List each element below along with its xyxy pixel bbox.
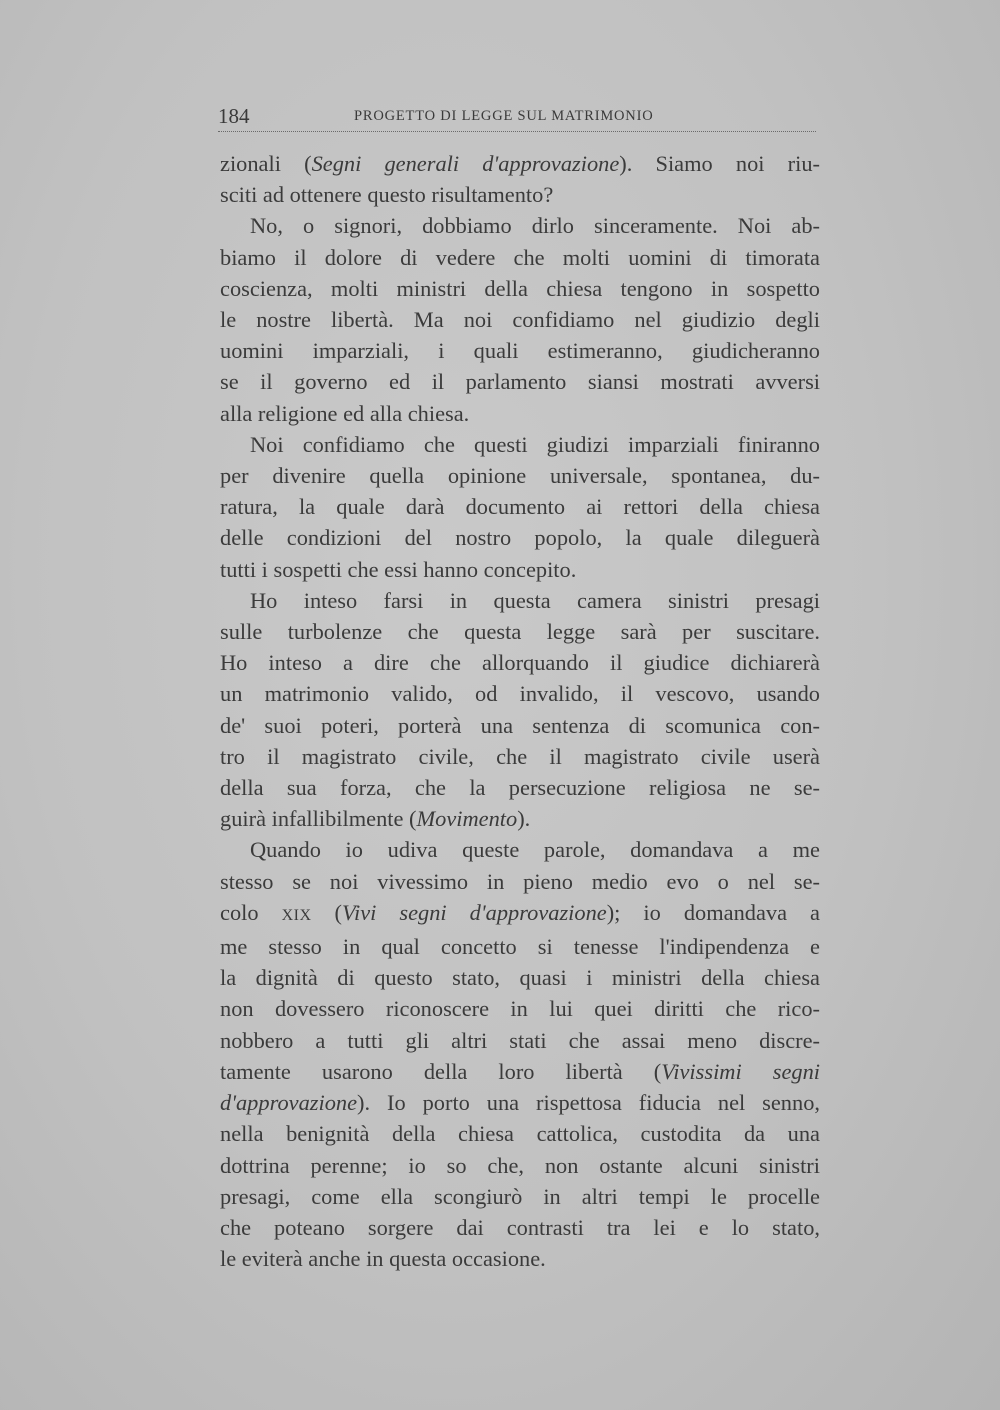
text-line xyxy=(220,1243,820,1274)
italic-text: Segni generali d'approvazione xyxy=(311,151,620,176)
text-segment: della sua forza, che la persecuzione religiosa ne se- xyxy=(220,775,820,801)
text-line xyxy=(220,993,820,1024)
text-segment: delle condizioni del nostro popolo, la quale dileguerà xyxy=(220,525,820,551)
text-segment: Quando io udiva queste parole, domandava a me xyxy=(250,837,820,863)
text-segment: ); io domandava a xyxy=(606,899,820,925)
text-segment: tamente usarono della loro libertà ( xyxy=(220,1058,662,1084)
text-line xyxy=(220,616,820,647)
text-line xyxy=(220,866,820,897)
text-segment: Noi confidiamo che questi giudizi imparziali finiranno xyxy=(250,431,820,457)
text-line xyxy=(220,803,820,834)
body-text xyxy=(220,148,820,1274)
text-line xyxy=(220,1212,820,1243)
text-segment: coscienza, molti ministri della chiesa tengono in sospetto xyxy=(220,275,820,301)
text-segment: zionali ( xyxy=(220,151,312,176)
text-segment: un matrimonio valido, od invalido, il vescovo, usando xyxy=(220,681,820,707)
text-line xyxy=(220,398,820,429)
text-segment: No, o signori, dobbiamo dirlo sinceramente. Noi ab- xyxy=(250,213,820,239)
text-segment: presagi, come ella scongiurò in altri tempi le procelle xyxy=(220,1183,820,1209)
text-segment: ratura, la quale darà documento ai rettori della chiesa xyxy=(220,494,820,520)
text-segment: colo xyxy=(220,899,282,925)
text-segment: ). Siamo noi riu- xyxy=(619,151,821,176)
text-line xyxy=(220,647,820,678)
running-head: PROGETTO DI LEGGE SUL MATRIMONIO xyxy=(354,108,654,124)
text-segment: non dovessero riconoscere in lui quei diritti che rico- xyxy=(220,996,820,1022)
text-segment: XIX xyxy=(281,906,312,924)
text-line xyxy=(220,678,820,709)
text-segment: dottrina perenne; io so che, non ostante alcuni sinistri xyxy=(220,1152,820,1178)
text-segment: me stesso in qual concetto si tenesse l'indipendenza e xyxy=(220,934,820,960)
text-segment: ). Io porto una rispettosa fiducia nel senno, xyxy=(357,1090,820,1116)
text-segment: alla religione ed alla chiesa. xyxy=(220,400,470,426)
text-line xyxy=(220,1181,820,1212)
text-line xyxy=(220,366,820,397)
text-line xyxy=(220,460,820,491)
text-line xyxy=(220,148,820,179)
text-segment: ). xyxy=(517,806,531,832)
page-number: 184 xyxy=(218,104,250,128)
text-segment: tutti i sospetti che essi hanno concepito. xyxy=(220,556,577,582)
text-line xyxy=(220,522,820,553)
text-line xyxy=(220,210,820,241)
text-line xyxy=(220,1150,820,1181)
text-line xyxy=(220,1118,820,1149)
text-line xyxy=(220,1056,820,1087)
text-segment: stesso se noi vivessimo in pieno medio evo o nel se- xyxy=(220,868,820,894)
text-segment: sciti ad ottenere questo risultamento? xyxy=(220,182,554,208)
text-segment: le nostre libertà. Ma noi confidiamo nel giudizio degli xyxy=(220,307,820,333)
text-line xyxy=(220,335,820,366)
text-line xyxy=(220,491,820,522)
text-segment: de' suoi poteri, porterà una sentenza di scomunica con- xyxy=(220,712,820,738)
italic-text: Vivissimi segni xyxy=(661,1058,820,1084)
text-line xyxy=(220,772,820,803)
text-segment: la dignità di questo stato, quasi i ministri della chiesa xyxy=(220,965,820,991)
text-segment: per divenire quella opinione universale, spontanea, du- xyxy=(220,463,820,489)
text-segment: se il governo ed il parlamento siansi mostrati avversi xyxy=(220,369,820,395)
text-segment: Ho inteso a dire che allorquando il giudice dichiarerà xyxy=(220,650,820,676)
text-line xyxy=(220,1025,820,1056)
text-line xyxy=(220,179,820,210)
text-line xyxy=(220,741,820,772)
text-segment: tro il magistrato civile, che il magistrato civile userà xyxy=(220,743,820,769)
text-segment: nobbero a tutti gli altri stati che assai meno discre- xyxy=(220,1027,820,1053)
text-line xyxy=(220,554,820,585)
text-line xyxy=(220,242,820,273)
text-line xyxy=(220,931,820,962)
text-segment: uomini imparziali, i quali estimeranno, giudicheranno xyxy=(220,338,820,364)
italic-text: Vivi segni d'approvazione xyxy=(341,899,607,925)
text-segment: ( xyxy=(311,899,342,925)
text-line xyxy=(220,273,820,304)
text-line xyxy=(220,429,820,460)
text-segment: le eviterà anche in questa occasione. xyxy=(220,1246,546,1272)
header-rule xyxy=(218,131,816,132)
text-line xyxy=(220,585,820,616)
text-line xyxy=(220,834,820,865)
text-segment: Ho inteso farsi in questa camera sinistri presagi xyxy=(250,587,820,613)
text-segment: sulle turbolenze che questa legge sarà per suscitare. xyxy=(220,619,820,645)
text-line xyxy=(220,962,820,993)
italic-text: d'approvazione xyxy=(220,1090,358,1116)
text-line xyxy=(220,897,820,931)
text-line xyxy=(220,304,820,335)
italic-text: Movimento xyxy=(416,806,518,832)
text-line xyxy=(220,710,820,741)
text-segment: biamo il dolore di vedere che molti uomini di timorata xyxy=(220,244,820,270)
text-segment: nella benignità della chiesa cattolica, custodita da una xyxy=(220,1121,820,1147)
text-line xyxy=(220,1087,820,1118)
page-header xyxy=(218,104,818,132)
text-segment: che poteano sorgere dai contrasti tra lei e lo stato, xyxy=(220,1214,820,1240)
text-segment: guirà infallibilmente ( xyxy=(220,806,417,832)
